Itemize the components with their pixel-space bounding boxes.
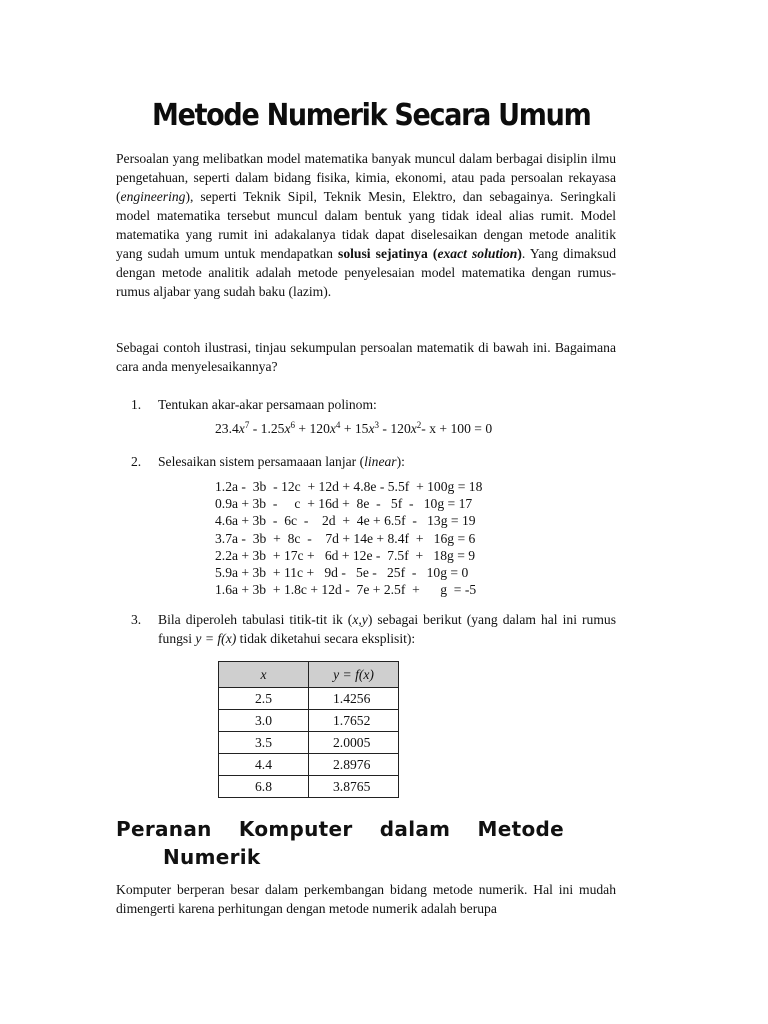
intro-text-c: . Yang dimaksud dengan metode analitik adalah metode penyelesaian model matematika dengan rumus-rumus aljabar yang sudah baku (lazim). xyxy=(116,246,617,299)
table-cell: 4.4 xyxy=(219,754,309,776)
intro-text-a: Persoalan yang melibatkan model matematika banyak muncul dalam berbagai disiplin ilmu pengetahuan, seperti dalam bidang fisika, kimia, ekonomi, atau pada persoalan rekayasa ( xyxy=(116,151,616,204)
linear-equation-system xyxy=(215,478,482,598)
equation-row: 5.9a + 3b + 11c + 9d - 5e - 25f - 10g = 0 xyxy=(215,565,469,581)
table-row xyxy=(219,754,399,776)
intro-text-b: ), seperti Teknik Sipil, Teknik Mesin, Elektro, dan sebagainya. Seringkali model matematika tersebut muncul dalam bentuk yang tidak ideal alias rumit. Model matematika yang rumit ini adakalanya tidak dapat diselesaikan dengan metode analitik yang sudah umum untuk mendapatkan xyxy=(116,189,616,261)
equation-row: 0.9a + 3b - c + 16d + 8e - 5f - 10g = 17 xyxy=(215,496,473,512)
table-cell: 6.8 xyxy=(219,776,309,798)
list-number: 3. xyxy=(131,612,142,627)
section-paragraph: Komputer berperan besar dalam perkembangan bidang metode numerik. Hal ini mudah dimengerti karena perhitungan dengan metode numerik adalah berupa xyxy=(116,882,616,916)
intro-bold-a: solusi sejatinya ( xyxy=(338,246,438,261)
table-cell: 2.8976 xyxy=(309,754,399,776)
table-cell: 1.4256 xyxy=(309,688,399,710)
table-header-row xyxy=(219,662,399,688)
equation-row: 4.6a + 3b - 6c - 2d + 4e + 6.5f - 13g = 19 xyxy=(215,513,476,529)
table-header-x: x xyxy=(219,662,309,688)
section-heading: Peranan Komputer dalam Metode xyxy=(116,817,564,841)
table-row xyxy=(219,688,399,710)
table-cell: 3.8765 xyxy=(309,776,399,798)
table-row xyxy=(219,710,399,732)
table-cell: 1.7652 xyxy=(309,710,399,732)
table-row xyxy=(219,732,399,754)
table-cell: 3.5 xyxy=(219,732,309,754)
table-cell: 2.0005 xyxy=(309,732,399,754)
list-item-text: Selesaikan sistem persamaaan lanjar (linear): xyxy=(158,454,405,469)
equation-row: 1.2a - 3b - 12c + 12d + 4.8e - 5.5f + 100g = 18 xyxy=(215,479,483,494)
table-row xyxy=(219,776,399,798)
list-number: 2. xyxy=(131,454,142,469)
list-item-text: Tentukan akar-akar persamaan polinom: xyxy=(158,397,377,412)
equation-row: 3.7a - 3b + 8c - 7d + 14e + 8.4f + 16g = 6 xyxy=(215,530,476,546)
intro-bold-b: ) xyxy=(517,246,522,261)
table-cell: 2.5 xyxy=(219,688,309,710)
intro-italic-engineering: engineering xyxy=(120,189,186,204)
equation-row: 1.6a + 3b + 1.8c + 12d - 7e + 2.5f + g = -5 xyxy=(215,582,477,598)
page-title: Metode Numerik Secara Umum xyxy=(152,98,591,133)
list-item-text: Bila diperoleh tabulasi titik-tit ik (x,y) sebagai berikut (yang dalam hal ini rumus fungsi y = f(x) tidak diketahui secara eksplisit): xyxy=(158,612,616,646)
equation-row: 2.2a + 3b + 17c + 6d + 12e - 7.5f + 18g = 9 xyxy=(215,547,476,563)
table-header-y: y = f(x) xyxy=(309,662,399,688)
data-table xyxy=(218,661,399,798)
list-number: 1. xyxy=(131,397,142,412)
example-paragraph: Sebagai contoh ilustrasi, tinjau sekumpulan persoalan matematik di bawah ini. Bagaimana cara anda menyelesaikannya? xyxy=(116,340,616,374)
intro-paragraph xyxy=(116,149,616,301)
intro-bold-italic: exact solution xyxy=(437,246,518,261)
section-heading-line2: Numerik xyxy=(163,845,261,869)
polynomial-equation: $23.4x^7 - 1.25x^6 + 120x^4 + 15x^3 - 120x^2-$ x + 100 = 0 xyxy=(215,420,493,436)
table-cell: 3.0 xyxy=(219,710,309,732)
